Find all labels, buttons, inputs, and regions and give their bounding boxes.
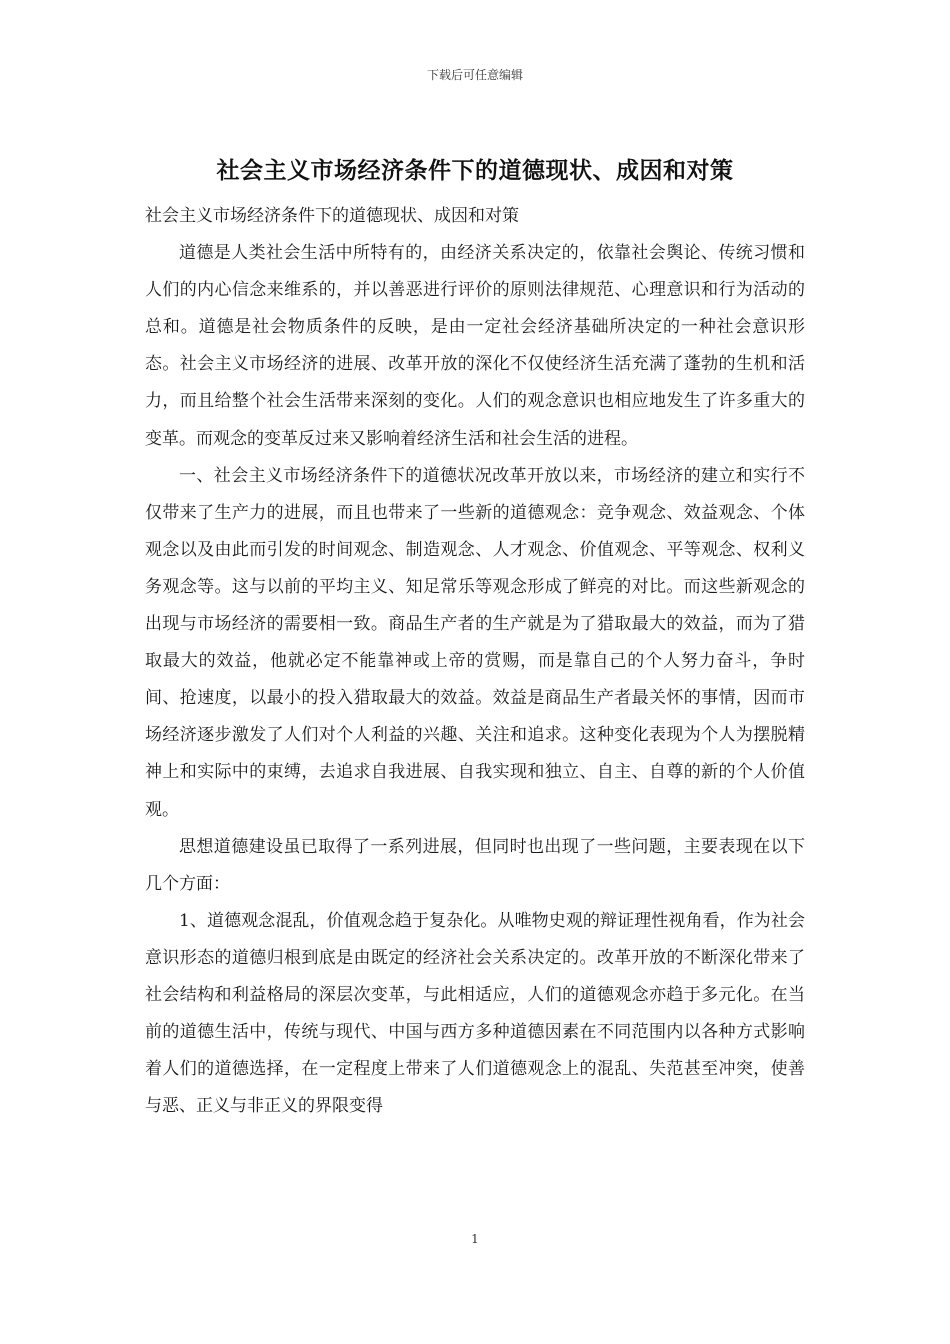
page-header: 下载后可任意编辑 bbox=[426, 68, 523, 82]
subtitle-paragraph: 社会主义市场经济条件下的道德现状、成因和对策 bbox=[145, 206, 519, 226]
page-number: 1 bbox=[471, 1232, 479, 1246]
body-paragraph: 道德是人类社会生活中所特有的，由经济关系决定的，依靠社会舆论、传统习惯和人们的内心信念来维系的，并以善恶进行评价的原则法律规范、心理意识和行为活动的总和。道德是社会物质条件的反映，是由一定社会经济基础所决定的一种社会意识形态。社会主义市场经济的进展、改革开放的深化不仅使经济生活充满了蓬勃的生机和活力，而且给整个社会生活带来深刻的变化。人们的观念意识也相应地发生了许多重大的变革。而观念的变革反过来又影响着经济生活和社会生活的进程。 bbox=[145, 243, 805, 449]
body-paragraph: 1、道德观念混乱，价值观念趋于复杂化。从唯物史观的辩证理性视角看，作为社会意识形态的道德归根到底是由既定的经济社会关系决定的。改革开放的不断深化带来了社会结构和利益格局的深层次变革，与此相适应，人们的道德观念亦趋于多元化。在当前的道德生活中，传统与现代、中国与西方多种道德因素在不同范围内以各种方式影响着人们的道德选择，在一定程度上带来了人们道德观念上的混乱、失范甚至冲突，使善与恶、正义与非正义的界限变得 bbox=[145, 910, 805, 1117]
document-title: 社会主义市场经济条件下的道德现状、成因和对策 bbox=[216, 157, 734, 184]
body-paragraph: 思想道德建设虽已取得了一系列进展，但同时也出现了一些问题，主要表现在以下几个方面： bbox=[145, 836, 805, 894]
document-body bbox=[145, 198, 805, 1125]
body-paragraph: 一、社会主义市场经济条件下的道德状况改革开放以来，市场经济的建立和实行不仅带来了生产力的进展，而且也带来了一些新的道德观念：竞争观念、效益观念、个体观念以及由此而引发的时间观念、制造观念、人才观念、价值观念、平等观念、权利义务观念等。这与以前的平均主义、知足常乐等观念形成了鲜亮的对比。而这些新观念的出现与市场经济的需要相一致。商品生产者的生产就是为了猎取最大的效益，而为了猎取最大的效益，他就必定不能靠神或上帝的赏赐，而是靠自己的个人努力奋斗，争时间、抢速度，以最小的投入猎取最大的效益。效益是商品生产者最关怀的事情，因而市场经济逐步激发了人们对个人利益的兴趣、关注和追求。这种变化表现为个人为摆脱精神上和实际中的束缚，去追求自我进展、自我实现和独立、自主、自尊的新的个人价值观。 bbox=[145, 465, 805, 820]
